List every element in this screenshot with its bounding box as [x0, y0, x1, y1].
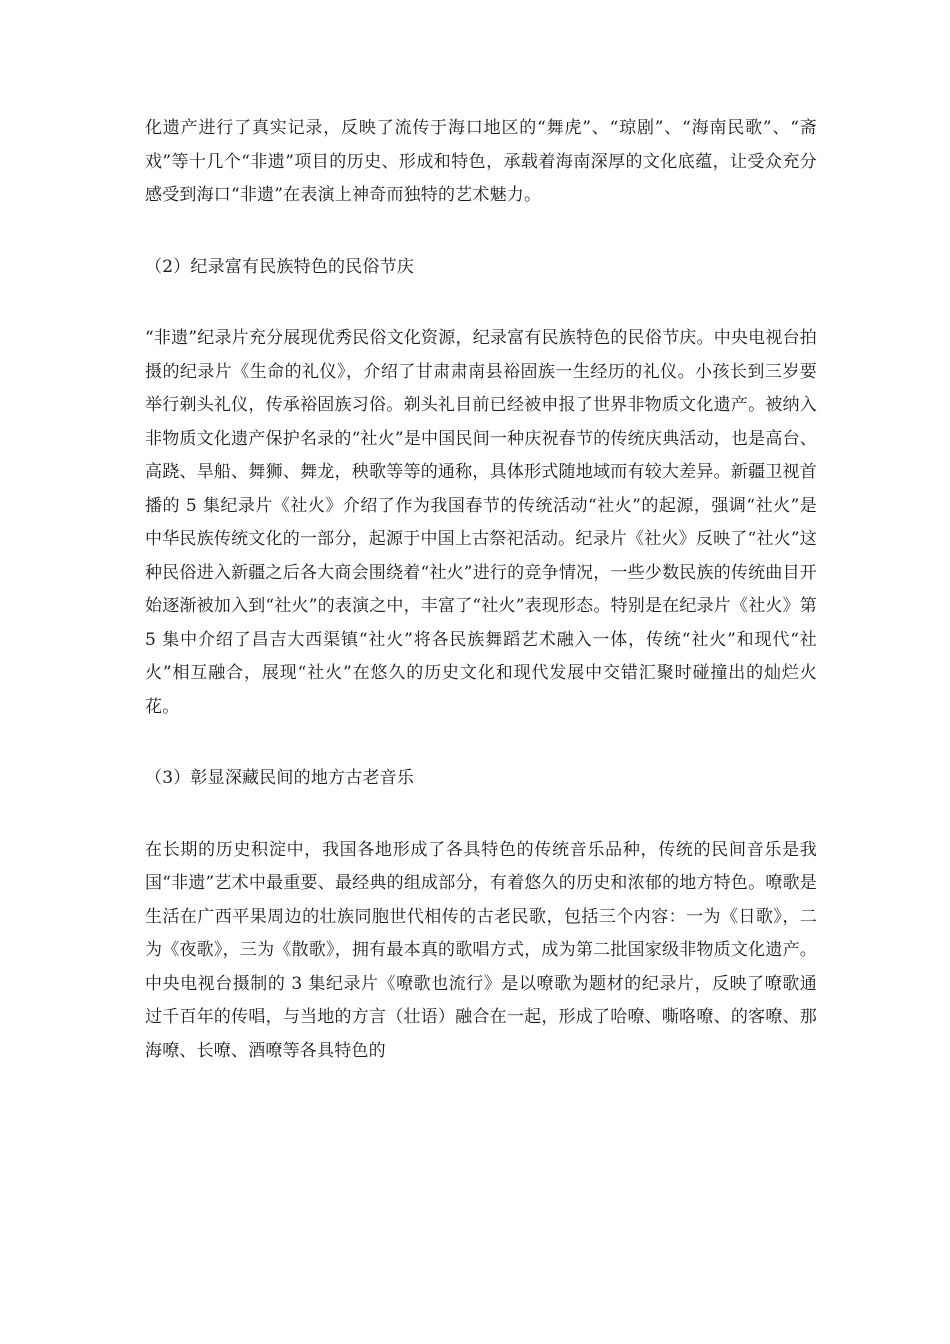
paragraph-folk-festivals: “非遗”纪录片充分展现优秀民俗文化资源，纪录富有民族特色的民俗节庆。中央电视台拍摄的纪录片《生命的礼仪》，介绍了甘肃肃南县裕固族一生经历的礼仪。小孩长到三岁要举行剃头礼仪，传承裕固族习俗。剃头礼目前已经被申报了世界非物质文化遗产。被纳入非物质文化遗产保护名录的“社火”是中国民间一种庆祝春节的传统庆典活动，也是高台、高跷、旱船、舞狮、舞龙，秧歌等等的通称，具体形式随地域而有较大差异。新疆卫视首播的 5 集纪录片《社火》介绍了作为我国春节的传统活动“社火”的起源，强调“社火”是中华民族传统文化的一部分，起源于中国上古祭祀活动。纪录片《社火》反映了“社火”这种民俗进入新疆之后各大商会围绕着“社火”进行的竞争情况，一些少数民族的传统曲目开始逐渐被加入到“社火”的表演之中，丰富了“社火”表现形态。特别是在纪录片《社火》第 5 集中介绍了昌吉大西渠镇“社火”将各民族舞蹈艺术融入一体，传统“社火”和现代“社火”相互融合，展现“社火”在悠久的历史文化和现代发展中交错汇聚时碰撞出的灿烂火花。 [145, 328, 817, 717]
spacer [145, 796, 817, 834]
document-page [145, 112, 817, 1068]
spacer [145, 724, 817, 762]
paragraph-ancient-music: 在长期的历史积淀中，我国各地形成了各具特色的传统音乐品种，传统的民间音乐是我国“非遗”艺术中最重要、最经典的组成部分，有着悠久的历史和浓郁的地方特色。嘹歌是生活在广西平果周边的壮族同胞世代相传的古老民歌，包括三个内容：一为《日歌》，二为《夜歌》，三为《散歌》，拥有最本真的歌唱方式，成为第二批国家级非物质文化遗产。中央电视台摄制的 3 集纪录片《嘹歌也流行》是以嘹歌为题材的纪录片，反映了嘹歌通过千百年的传唱，与当地的方言（壮语）融合在一起，形成了哈嘹、嘶咯嘹、的客嘹、那海嘹、长嘹、酒嘹等各具特色的 [145, 839, 817, 1061]
section-heading-ancient-music: （3）彰显深藏民间的地方古老音乐 [145, 768, 415, 788]
section-heading-folk-festivals: （2）纪录富有民族特色的民俗节庆 [145, 256, 415, 277]
paragraph-heritage-record: 化遗产进行了真实记录，反映了流传于海口地区的“舞虎”、“琼剧”、“海南民歌”、“斋戏”等十几个“非遗”项目的历史、形成和特色，承载着海南深厚的文化底蕴，让受众充分感受到海口“非遗”在表演上神奇而独特的艺术魅力。 [145, 118, 817, 205]
spacer [145, 213, 817, 251]
spacer [145, 284, 817, 322]
